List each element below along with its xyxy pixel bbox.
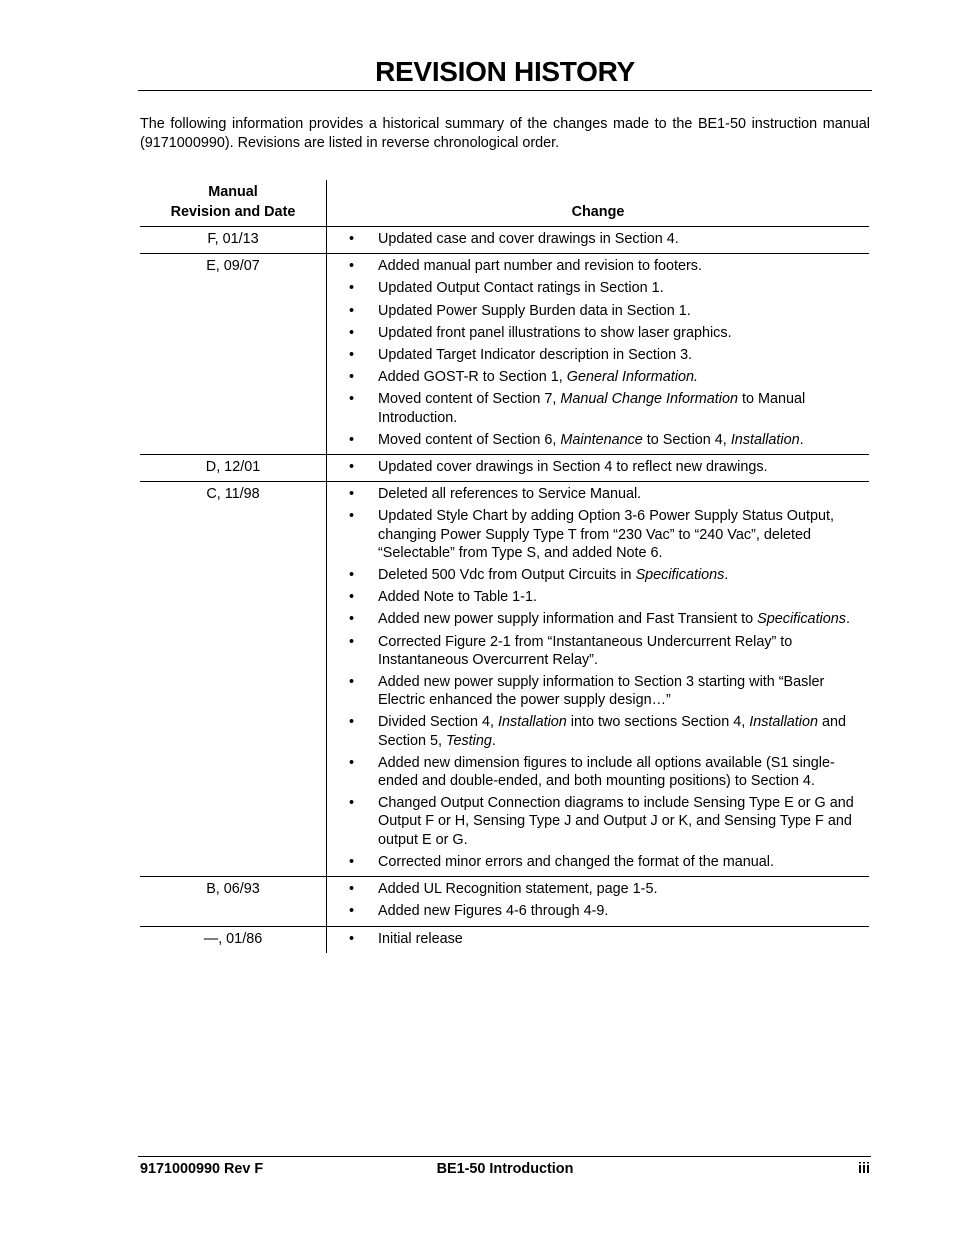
change-cell: [327, 455, 870, 482]
bullet-icon: •: [349, 853, 355, 870]
change-text: Updated Power Supply Burden data in Section 1.: [378, 302, 691, 319]
change-text-italic: Maintenance: [560, 431, 643, 448]
change-cell: [327, 926, 870, 953]
bullet-icon: •: [349, 347, 355, 364]
table-row: [140, 455, 869, 482]
change-text-italic: Installation: [730, 431, 800, 448]
change-text-italic: Specifications: [757, 611, 846, 628]
bullet-icon: •: [349, 795, 355, 812]
bullet-icon: •: [349, 302, 355, 319]
change-item: [327, 902, 869, 920]
change-cell: [327, 482, 870, 877]
footer-rule: [138, 1156, 871, 1157]
change-text: Moved content of Section 7,: [378, 391, 561, 408]
header-date-line2: Revision and Date: [170, 204, 296, 220]
footer-section-title: BE1-50 Introduction: [436, 1161, 574, 1177]
change-text: Added new dimension figures to include all options available (S1 single-ended and double-ended, and both mounting positions) to Section 4.: [378, 754, 835, 790]
bullet-icon: •: [349, 280, 355, 297]
change-item: [327, 853, 869, 871]
change-item: [327, 754, 869, 790]
change-text: into two sections Section 4,: [566, 714, 750, 731]
change-item: [327, 794, 869, 849]
bullet-icon: •: [349, 881, 355, 898]
change-text: Added manual part number and revision to footers.: [378, 258, 702, 275]
header-revision-date: [140, 180, 327, 227]
change-item: [327, 230, 869, 248]
revision-table-body: [140, 227, 869, 953]
change-item: [327, 880, 869, 898]
bullet-icon: •: [349, 431, 355, 448]
revision-date-cell: C, 11/98: [140, 482, 327, 877]
change-item: [327, 458, 869, 476]
change-text-italic: Installation: [498, 714, 567, 731]
bullet-icon: •: [349, 369, 355, 386]
change-item: [327, 485, 869, 503]
footer-document-number: 9171000990 Rev F: [140, 1161, 264, 1177]
change-text: Corrected Figure 2-1 from “Instantaneous Undercurrent Relay” to Instantaneous Overcurrent Relay”.: [378, 633, 793, 668]
page-title: REVISION HISTORY: [375, 56, 635, 87]
revision-date-cell: E, 09/07: [140, 254, 327, 455]
change-item: [327, 588, 869, 606]
change-text: .: [799, 431, 804, 448]
revision-date-cell: F, 01/13: [140, 227, 327, 254]
bullet-icon: •: [349, 324, 355, 341]
change-cell: [327, 227, 870, 254]
bullet-icon: •: [349, 674, 355, 691]
change-text: Updated Target Indicator description in Section 3.: [378, 347, 693, 364]
change-item: [327, 431, 869, 449]
change-text: Updated front panel illustrations to show laser graphics.: [378, 324, 732, 341]
change-item: [327, 633, 869, 669]
bullet-icon: •: [349, 714, 355, 731]
change-text: and Section 5,: [378, 714, 847, 749]
intro-paragraph: The following information provides a historical summary of the changes made to the BE1-50 instruction manual (9171000990). Revisions are listed in reverse chronological order.: [140, 116, 870, 151]
change-list: [327, 230, 869, 248]
change-list: [327, 458, 869, 476]
bullet-icon: •: [349, 231, 355, 247]
bullet-icon: •: [349, 508, 355, 525]
bullet-icon: •: [349, 258, 355, 275]
footer-page-number: iii: [858, 1161, 870, 1177]
change-item: [327, 930, 869, 948]
change-text-italic: Installation: [749, 714, 819, 731]
table-row: [140, 482, 869, 877]
bullet-icon: •: [349, 611, 355, 628]
change-item: [327, 279, 869, 297]
change-item: [327, 346, 869, 364]
table-row: [140, 254, 869, 455]
bullet-icon: •: [349, 754, 355, 771]
table-row: [140, 227, 869, 254]
table-row: [140, 877, 869, 926]
change-text: Deleted all references to Service Manual.: [378, 486, 642, 503]
bullet-icon: •: [349, 930, 355, 947]
change-text-italic: Specifications: [635, 567, 725, 584]
change-item: [327, 257, 869, 275]
bullet-icon: •: [349, 589, 355, 606]
change-item: [327, 507, 869, 562]
change-text: Updated cover drawings in Section 4 to reflect new drawings.: [378, 459, 768, 476]
change-item: [327, 713, 869, 749]
change-list: [327, 257, 869, 449]
change-text: Updated Output Contact ratings in Section 1.: [378, 280, 664, 297]
bullet-icon: •: [349, 486, 355, 503]
change-item: [327, 673, 869, 709]
bullet-icon: •: [349, 459, 355, 476]
change-cell: [327, 254, 870, 455]
change-list: [327, 930, 869, 948]
change-text: .: [845, 611, 850, 628]
change-text: Added new power supply information to Section 3 starting with “Basler Electric enhanced the power supply design…”: [378, 674, 825, 709]
change-text-italic: Manual Change Information: [560, 391, 738, 408]
change-text: Updated Style Chart by adding Option 3-6 Power Supply Status Output, changing Power Supply Type T from “230 Vac” to “240 Vac”, deleted “Selectable” from Type S, and added Note 6.: [378, 508, 834, 561]
change-text: Corrected minor errors and changed the format of the manual.: [378, 853, 774, 870]
revision-table: [140, 180, 869, 953]
change-item: [327, 566, 869, 584]
bullet-icon: •: [349, 633, 355, 650]
change-text: to Manual Introduction.: [378, 391, 806, 426]
title-rule: [138, 90, 872, 91]
change-item: [327, 610, 869, 628]
revision-date-cell: B, 06/93: [140, 877, 327, 926]
bullet-icon: •: [349, 391, 355, 408]
change-item: [327, 368, 869, 386]
change-text: Added new power supply information and Fast Transient to: [378, 611, 758, 628]
bullet-icon: •: [349, 903, 355, 920]
table-row: [140, 926, 869, 953]
change-text: Added new Figures 4-6 through 4-9.: [378, 903, 609, 920]
change-text: Divided Section 4,: [378, 714, 498, 731]
revision-date-cell: —, 01/86: [140, 926, 327, 953]
change-text: .: [724, 567, 729, 584]
change-text: Updated case and cover drawings in Section 4.: [378, 231, 679, 247]
table-header-row: [140, 180, 869, 227]
change-text: Added GOST-R to Section 1,: [378, 369, 567, 386]
bullet-icon: •: [349, 567, 355, 584]
change-item: [327, 302, 869, 320]
change-text: Changed Output Connection diagrams to include Sensing Type E or G and Output F or H, Sensing Type J and Output J or K, and Sensing Type F and output E or G.: [378, 795, 854, 848]
change-list: [327, 880, 869, 920]
change-text: to Section 4,: [642, 431, 731, 448]
change-item: [327, 390, 869, 426]
change-list: [327, 485, 869, 871]
change-item: [327, 324, 869, 342]
header-date-line1: Manual: [208, 184, 258, 200]
change-cell: [327, 877, 870, 926]
change-text-italic: General Information.: [566, 369, 698, 386]
header-change: Change: [327, 180, 870, 227]
change-text: Moved content of Section 6,: [378, 431, 561, 448]
change-text: Added Note to Table 1-1.: [378, 589, 537, 606]
change-text: Deleted 500 Vdc from Output Circuits in: [378, 567, 636, 584]
change-text-italic: Testing: [446, 732, 492, 749]
change-text: Added UL Recognition statement, page 1-5.: [378, 881, 658, 898]
revision-date-cell: D, 12/01: [140, 455, 327, 482]
change-text: .: [491, 732, 496, 749]
page-footer: [140, 1160, 870, 1180]
change-text: Initial release: [378, 930, 463, 947]
